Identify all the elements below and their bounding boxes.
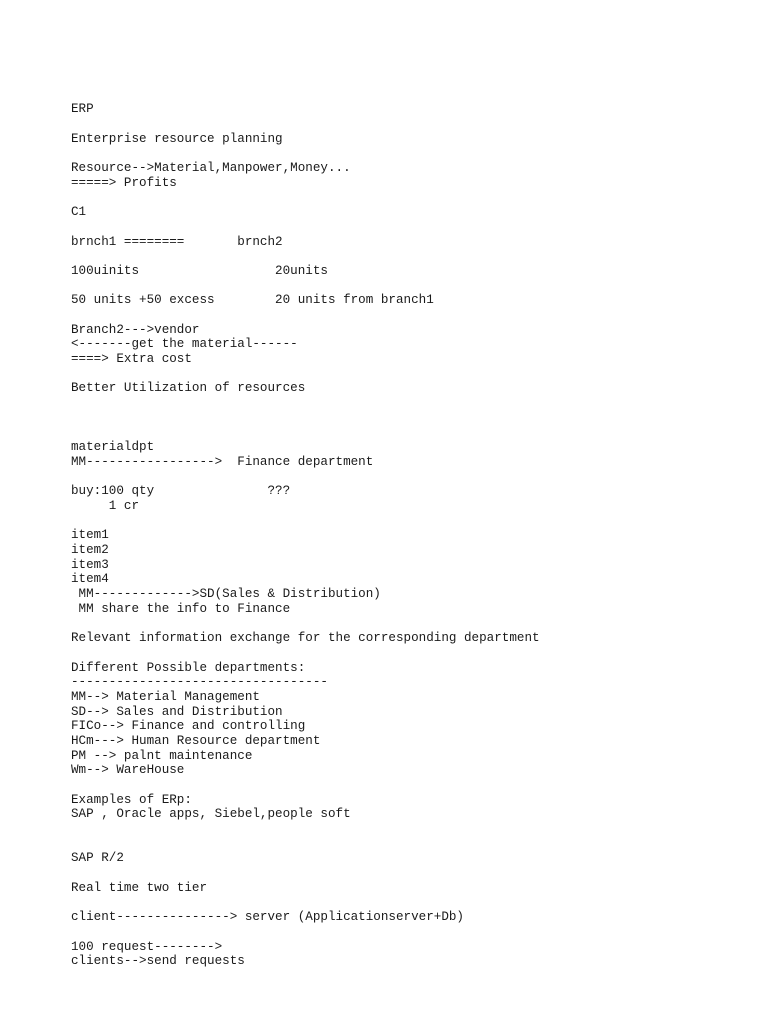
- text-line: ====> Extra cost: [71, 352, 192, 367]
- blank-line: [71, 896, 751, 911]
- text-line: item4: [71, 572, 109, 587]
- blank-line: [71, 822, 751, 837]
- text-line: 100 request-------->: [71, 939, 223, 954]
- text-line: Real time two tier: [71, 880, 208, 895]
- blank-line: [71, 411, 751, 426]
- text-line: FICo--> Finance and controlling: [71, 719, 306, 734]
- blank-line: [71, 837, 751, 852]
- text-line: clients-->send requests: [71, 954, 245, 969]
- text-line: Better Utilization of resources: [71, 381, 306, 396]
- text-line: C1: [71, 205, 87, 220]
- blank-line: [71, 146, 751, 161]
- blank-line: [71, 514, 751, 529]
- text-line: PM --> palnt maintenance: [71, 748, 253, 763]
- text-line: SAP , Oracle apps, Siebel,people soft: [71, 807, 351, 822]
- text-line: Relevant information exchange for the corresponding department: [71, 631, 540, 646]
- text-line: item1: [71, 528, 109, 543]
- text-line: 50 units +50 excess 20 units from branch1: [71, 293, 434, 308]
- text-line: brnch1 ======== brnch2: [71, 234, 283, 249]
- text-line: Resource-->Material,Manpower,Money...: [71, 161, 351, 176]
- blank-line: [71, 367, 751, 382]
- text-line: item2: [71, 543, 109, 558]
- text-line: 1 cr: [71, 498, 140, 513]
- text-line: MM--> Material Management: [71, 689, 260, 704]
- blank-line: [71, 470, 751, 485]
- text-line: MM-----------------> Finance department: [71, 454, 374, 469]
- text-line: HCm---> Human Resource department: [71, 733, 321, 748]
- text-line: buy:100 qty ???: [71, 484, 291, 499]
- text-line: item3: [71, 557, 109, 572]
- blank-line: [71, 396, 751, 411]
- text-line: Enterprise resource planning: [71, 131, 283, 146]
- text-line: client---------------> server (Applicationserver+Db): [71, 910, 464, 925]
- blank-line: [71, 616, 751, 631]
- text-line: Examples of ERp:: [71, 792, 192, 807]
- text-line: MM share the info to Finance: [71, 601, 291, 616]
- text-line: SAP R/2: [71, 851, 124, 866]
- text-line: <-------get the material------: [71, 337, 298, 352]
- blank-line: [71, 191, 751, 206]
- text-line: ----------------------------------: [71, 675, 328, 690]
- text-line: ERP: [71, 102, 94, 117]
- text-line: Different Possible departments:: [71, 660, 306, 675]
- blank-line: [71, 778, 751, 793]
- blank-line: [71, 426, 751, 441]
- blank-line: [71, 249, 751, 264]
- blank-line: [71, 866, 751, 881]
- text-line: Wm--> WareHouse: [71, 763, 185, 778]
- blank-line: [71, 117, 751, 132]
- text-line: 100uinits 20units: [71, 263, 328, 278]
- text-line: Branch2--->vendor: [71, 322, 200, 337]
- blank-line: [71, 925, 751, 940]
- blank-line: [71, 279, 751, 294]
- text-line: =====> Profits: [71, 175, 177, 190]
- text-line: SD--> Sales and Distribution: [71, 704, 283, 719]
- blank-line: [71, 308, 751, 323]
- blank-line: [71, 220, 751, 235]
- document-text: [71, 102, 751, 969]
- blank-line: [71, 646, 751, 661]
- text-line: materialdpt: [71, 440, 155, 455]
- text-line: MM------------->SD(Sales & Distribution): [71, 587, 381, 602]
- document-page: [71, 73, 751, 984]
